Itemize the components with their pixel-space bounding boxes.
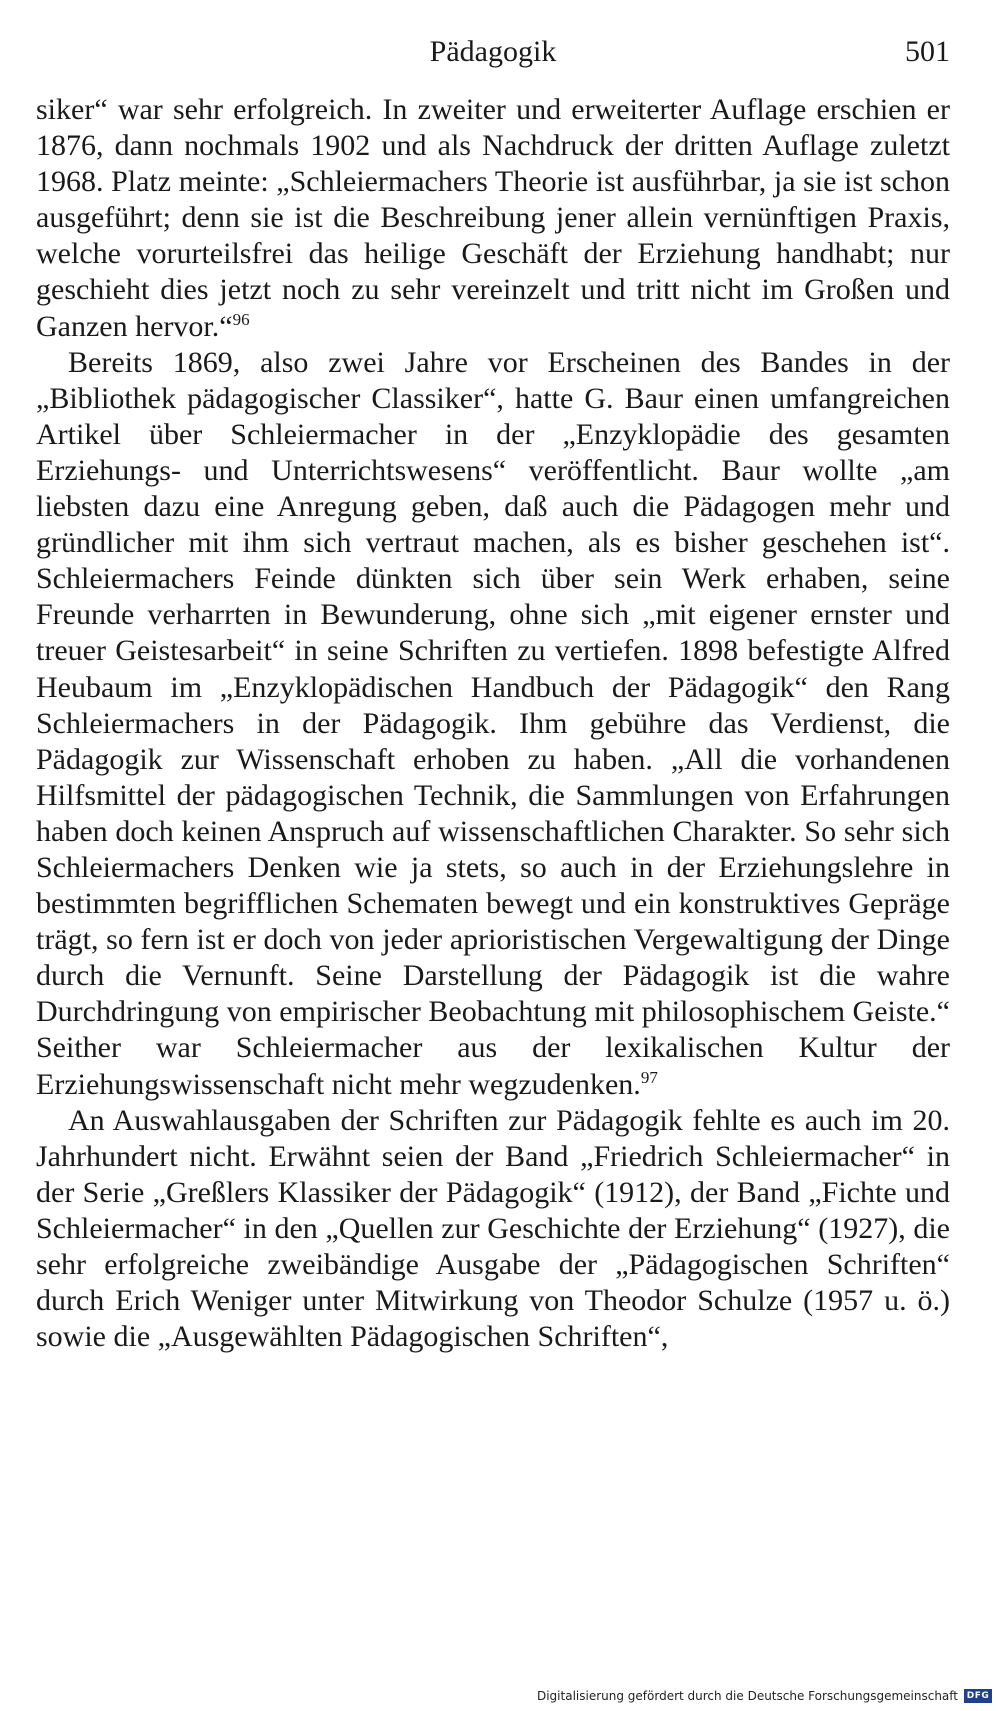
footnote-marker: 96: [232, 309, 250, 329]
running-title: Pädagogik: [429, 35, 557, 68]
paragraph-3: [36, 1103, 950, 1356]
dfg-logo-icon: DFG: [964, 1689, 992, 1703]
running-header: [36, 30, 950, 74]
credit-text: Digitalisierung gefördert durch die Deutsche Forschungsgemeinschaft: [536, 1689, 958, 1703]
body-text: [36, 92, 950, 1355]
paragraph-text: An Auswahlausgaben der Schriften zur Pädagogik fehlte es auch im 20. Jahrhundert nicht. Erwähnt seien der Band „Friedrich Schleiermacher“ in der Serie „Greßlers Klassiker der Pädagogik“ (1912), der Band „Fichte und Schleiermacher“ in den „Quellen zur Geschichte der Erziehung“ (1927), die sehr erfolgreiche zweibändige Ausgabe der „Pädagogischen Schriften“ durch Erich Weniger unter Mitwirkung von Theodor Schulze (1957 u. ö.) sowie die „Ausgewählten Pädagogischen Schriften“,: [36, 1103, 950, 1354]
paragraph-1: [36, 92, 950, 345]
page-number: 501: [905, 35, 950, 68]
paragraph-2: [36, 345, 950, 1103]
paragraph-text: siker“ war sehr erfolgreich. In zweiter und erweiterter Auflage erschien er 1876, dann nochmals 1902 und als Nachdruck der dritten Auflage zuletzt 1968. Platz meinte: „Schleiermachers Theorie ist ausführbar, ja sie ist schon ausgeführt; denn sie ist die Beschreibung jener allein vernünftigen Praxis, welche vorurteilsfrei das heilige Geschäft der Erziehung handhabt; nur geschieht dies jetzt noch zu sehr vereinzelt und tritt nicht im Großen und Ganzen hervor.“: [36, 93, 950, 343]
paragraph-text: Bereits 1869, also zwei Jahre vor Erscheinen des Bandes in der „Bibliothek pädagogischer Classiker“, hatte G. Baur einen umfangreichen Artikel über Schleiermacher in der „Enzyklopädie des gesamten Erziehungs- und Unterrichtswesens“ veröffentlicht. Baur wollte „am liebsten dazu eine Anregung geben, daß auch die Pädagogen mehr und gründlicher mit ihm sich vertraut machen, als es bisher geschehen ist“. Schleiermachers Feinde dünkten sich über sein Werk erhaben, seine Freunde verharrten in Bewunderung, ohne sich „mit eigener ernster und treuer Geistesarbeit“ in seine Schriften zu vertiefen. 1898 befestigte Alfred Heubaum im „Enzyklopädischen Handbuch der Pädagogik“ den Rang Schleiermachers in der Pädagogik. Ihm gebühre das Verdienst, die Pädagogik zur Wissenschaft erhoben zu haben. „All die vorhandenen Hilfsmittel der pädagogischen Technik, die Sammlungen von Erfahrungen haben doch keinen Anspruch auf wissenschaftlichen Charakter. So sehr sich Schleiermachers Denken wie ja stets, so auch in der Erziehungslehre in bestimmten begrifflichen Schematen bewegt und ein konstruktives Gepräge trägt, so fern ist er doch von jeder aprioristischen Vergewaltigung der Dinge durch die Vernunft. Seine Darstellung der Pädagogik ist die wahre Durchdringung von empirischer Beobachtung mit philosophischem Geiste.“ Seither war Schleiermacher aus der lexikalischen Kultur der Erziehungswissenschaft nicht mehr wegzudenken.: [36, 345, 950, 1101]
digitization-credit: [537, 1688, 992, 1704]
footnote-marker: 97: [640, 1067, 658, 1087]
